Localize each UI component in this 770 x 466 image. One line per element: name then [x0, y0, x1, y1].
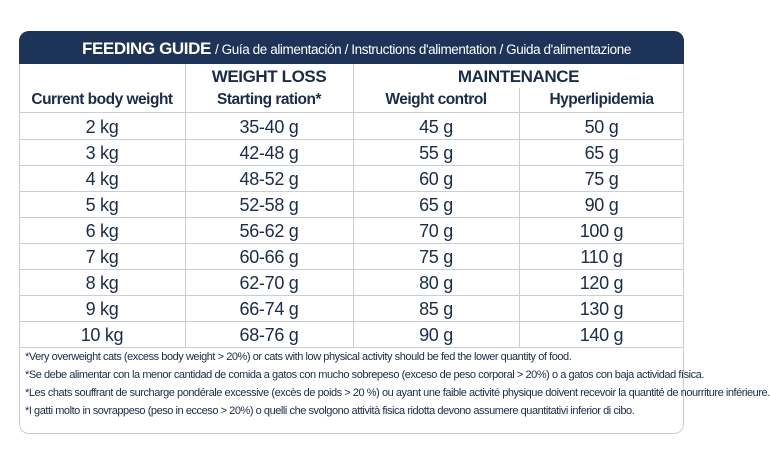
table-cell: 9 kg	[85, 299, 119, 319]
col-weight-control: Weight control	[385, 91, 487, 108]
table-cell: 5 kg	[85, 195, 119, 215]
feeding-guide-header	[19, 31, 684, 64]
table-row	[19, 113, 684, 139]
group-weight-loss: WEIGHT LOSS	[211, 67, 327, 86]
group-maintenance: MAINTENANCE	[457, 67, 580, 86]
table-cell: 66-74 g	[239, 299, 299, 319]
footnotes	[25, 348, 770, 420]
row-divider	[19, 139, 684, 140]
row-divider	[19, 165, 684, 166]
row-divider	[19, 191, 684, 192]
table-cell: 42-48 g	[239, 143, 299, 163]
table-cell: 55 g	[419, 143, 453, 163]
table-cell: 100 g	[579, 221, 624, 241]
table-cell: 70 g	[419, 221, 453, 241]
table-cell: 2 kg	[85, 117, 119, 137]
table-cell: 65 g	[584, 143, 619, 163]
table-cell: 120 g	[579, 273, 624, 293]
column-divider	[353, 64, 354, 347]
feeding-table-body	[19, 113, 684, 347]
table-cell: 68-76 g	[239, 325, 299, 345]
table-cell: 90 g	[419, 325, 453, 345]
col-hyperlipidemia: Hyperlipidemia	[549, 91, 654, 108]
col-current-body-weight: Current body weight	[31, 91, 173, 108]
row-divider	[19, 269, 684, 270]
table-cell: 140 g	[579, 325, 624, 345]
table-cell: 8 kg	[85, 273, 119, 293]
row-divider	[19, 243, 684, 244]
footnote-es: *Se debe alimentar con la menor cantidad de comida a gatos con mucho sobrepeso (exceso de peso corporal > 20%) o a gatos con baja actividad física.	[25, 369, 704, 381]
column-header-row	[19, 88, 684, 112]
table-row	[19, 321, 684, 347]
table-cell: 4 kg	[85, 169, 119, 189]
table-row	[19, 139, 684, 165]
table-row	[19, 165, 684, 191]
table-cell: 75 g	[584, 169, 619, 189]
footnote-en: *Very overweight cats (excess body weight > 20%) or cats with low physical activity should be fed the lower quantity of food.	[25, 351, 572, 363]
table-cell: 62-70 g	[239, 273, 299, 293]
table-cell: 48-52 g	[239, 169, 299, 189]
table-cell: 3 kg	[85, 143, 119, 163]
table-row	[19, 243, 684, 269]
row-divider	[19, 321, 684, 322]
table-cell: 85 g	[419, 299, 453, 319]
footnote-fr: *Les chats souffrant de surcharge pondérale excessive (excès de poids > 20 %) ou ayant une faible activité physique doivent recevoir la quantité de nourriture inférieure.	[25, 387, 770, 399]
row-divider	[19, 217, 684, 218]
table-cell: 80 g	[419, 273, 453, 293]
table-cell: 65 g	[419, 195, 453, 215]
table-row	[19, 269, 684, 295]
footnote-it: *I gatti molto in sovrappeso (peso in ecceso > 20%) o quelli che svolgono attività fisica ridotta devono assumere quantitativi inferior di cibo.	[25, 405, 635, 417]
table-cell: 35-40 g	[239, 117, 299, 137]
table-cell: 52-58 g	[239, 195, 299, 215]
table-cell: 60-66 g	[239, 247, 299, 267]
table-cell: 110 g	[580, 247, 623, 267]
table-row	[19, 295, 684, 321]
table-cell: 45 g	[419, 117, 453, 137]
table-cell: 90 g	[584, 195, 619, 215]
col-starting-ration: Starting ration*	[217, 91, 321, 108]
table-cell: 75 g	[419, 247, 453, 267]
table-cell: 50 g	[584, 117, 619, 137]
group-header-row	[19, 64, 684, 88]
table-cell: 130 g	[579, 299, 624, 319]
table-row	[19, 191, 684, 217]
table-cell: 60 g	[419, 169, 453, 189]
column-divider	[185, 64, 186, 347]
column-divider	[519, 88, 520, 347]
feeding-guide-title: FEEDING GUIDE	[82, 39, 211, 58]
feeding-guide-subtitle: / Guía de alimentación / Instructions d'alimentation / Guida d'alimentazione	[214, 42, 631, 57]
table-row	[19, 217, 684, 243]
row-divider	[19, 112, 684, 113]
table-cell: 10 kg	[80, 325, 124, 345]
table-cell: 56-62 g	[239, 221, 299, 241]
row-divider	[19, 295, 684, 296]
table-cell: 7 kg	[85, 247, 119, 267]
table-cell: 6 kg	[85, 221, 119, 241]
